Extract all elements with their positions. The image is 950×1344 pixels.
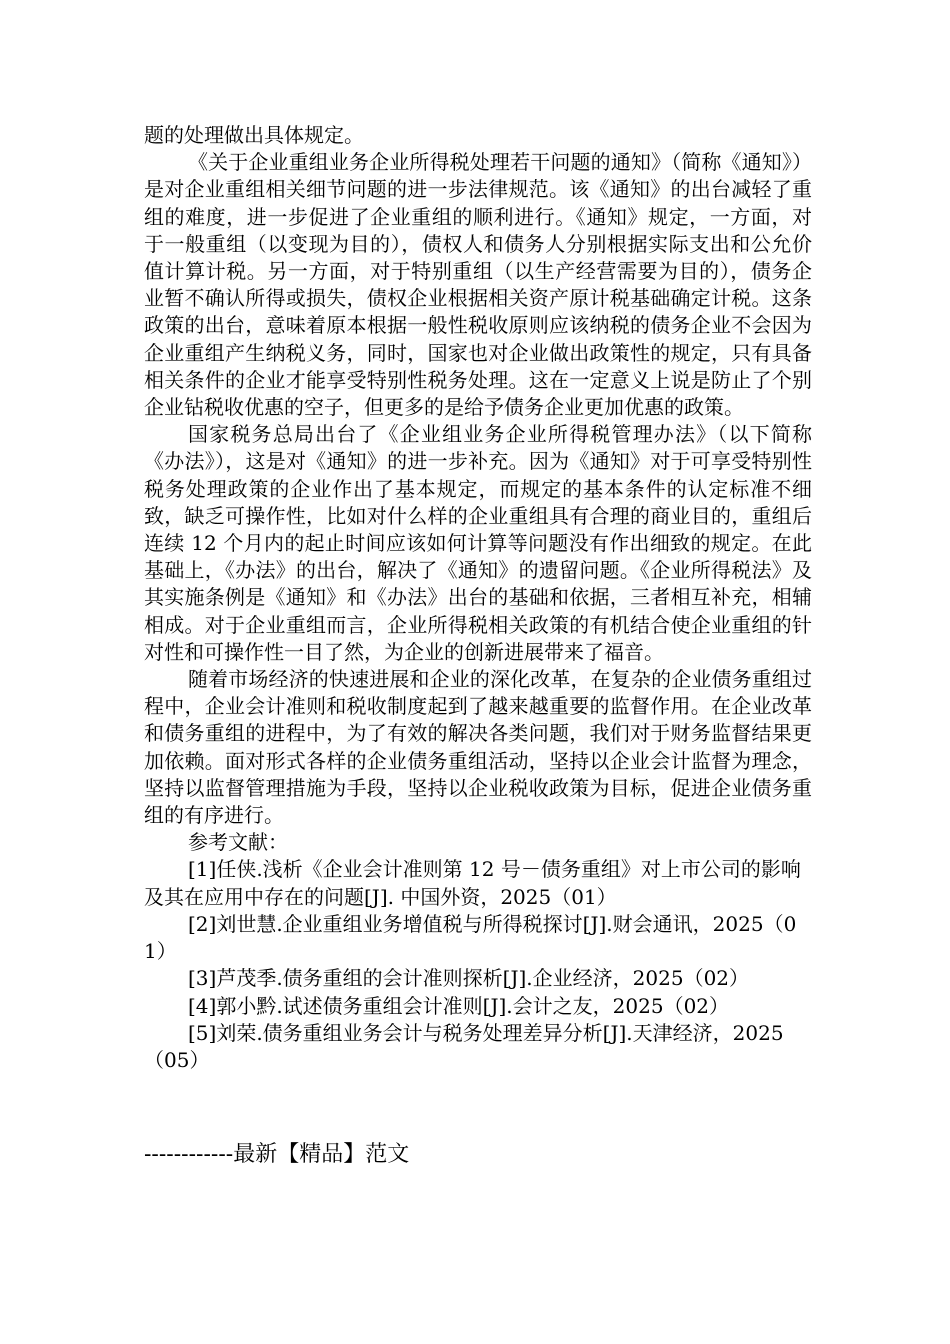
reference-item-4: [4]郭小黔.试述债务重组会计准则[J].会计之友，2025（02） <box>188 993 730 1018</box>
reference-item-1: [1]任侠.浅析《企业会计准则第 12 号－债务重组》对上市公司的影响及其在应用中存在的问题[J]. 中国外资，2025（01） <box>144 857 801 909</box>
reference-item-3: [3]芦茂季.债务重组的会计准则探析[J].企业经济，2025（02） <box>188 966 750 991</box>
paragraph-continuation: 题的处理做出具体规定。 <box>144 123 364 147</box>
paragraph-measures: 国家税务总局出台了《企业组业务企业所得税管理办法》（以下简称《办法》），这是对《通知》的进一步补充。因为《通知》对于可享受特别性税务处理政策的企业作出了基本规定，而规定的基本条件的认定标准不细致，缺乏可操作性，比如对什么样的企业重组具有合理的商业目的，重组后连续 12 个月内的起止时间应该如何计算等问题没有作出细致的规定。在此基础上，《办法》的出台，解决了《通知》的遗留问题。《企业所得税法》及其实施条例是《通知》和《办法》出台的基础和依据，三者相互补充，相辅相成。对于企业重组而言，企业所得税相关政策的有机结合使企业重组的针对性和可操作性一目了然，为企业的创新进展带来了福音。 <box>144 422 812 664</box>
page-footer: ------------最新【精品】范文 <box>144 1142 410 1167</box>
references-heading: 参考文献： <box>188 830 288 855</box>
paragraph-notice: 《关于企业重组业务企业所得税处理若干问题的通知》（简称《通知》）是对企业重组相关细节问题的进一步法律规范。该《通知》的出台减轻了重组的难度，进一步促进了企业重组的顺利进行。《通知》规定，一方面，对于一般重组（以变现为目的），债权人和债务人分别根据实际支出和公允价值计算计税。另一方面，对于特别重组（以生产经营需要为目的），债务企业暂不确认所得或损失，债权企业根据相关资产原计税基础确定计税。这条政策的出台，意味着原本根据一般性税收原则应该纳税的债务企业不会因为企业重组产生纳税义务，同时，国家也对企业做出政策性的规定，只有具备相关条件的企业才能享受特别性税务处理。这在一定意义上说是防止了个别企业钻税收优惠的空子，但更多的是给予债务企业更加优惠的政策。 <box>144 150 812 420</box>
reference-item-5: [5]刘荣.债务重组业务会计与税务处理差异分析[J].天津经济，2025（05） <box>144 1020 784 1072</box>
paragraph-conclusion: 随着市场经济的快速进展和企业的深化改革，在复杂的企业债务重组过程中，企业会计准则和税收制度起到了越来越重要的监督作用。在企业改革和债务重组的进程中，为了有效的解决各类问题，我们对于财务监督结果更加依赖。面对形式各样的企业债务重组活动，坚持以企业会计监督为理念，坚持以监督管理措施为手段，坚持以企业税收政策为目标，促进企业债务重组的有序进行。 <box>144 667 812 828</box>
references-section <box>144 829 812 1074</box>
reference-item-2: [2]刘世慧.企业重组业务增值税与所得税探讨[J].财会通讯，2025（01） <box>144 911 797 964</box>
document-body <box>144 122 812 1074</box>
